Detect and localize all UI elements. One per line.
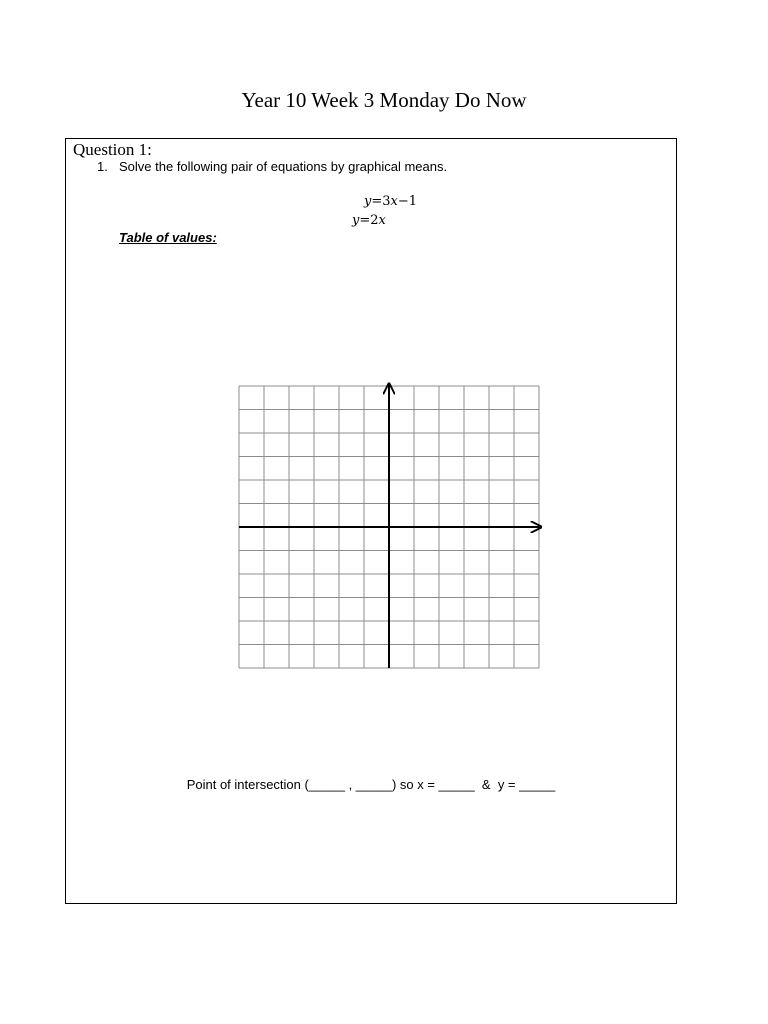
question-heading: Question 1: [73,140,152,159]
equation-2 [352,212,386,230]
equation-1-coef: =3 [371,194,391,209]
instruction-text: Solve the following pair of equations by graphical means. [119,159,448,174]
equation-1-var-y: y [364,194,372,209]
equation-2-var-x: x [378,213,386,228]
equation-2-var-y: y [352,213,360,228]
equation-2-coef: =2 [359,213,379,228]
equation-1-var-x: x [390,194,398,209]
intersection-prompt: Point of intersection (_____ , _____) so x = _____ & y = _____ [186,777,556,792]
instruction-item [97,158,447,176]
question-box [65,138,677,904]
page-title: Year 10 Week 3 Monday Do Now [241,88,527,112]
equation-1 [364,193,417,211]
equation-1-const: −1 [397,194,418,209]
item-number: 1. [97,159,108,174]
table-of-values-label: Table of values: [119,230,217,245]
coordinate-grid[interactable] [238,382,542,670]
